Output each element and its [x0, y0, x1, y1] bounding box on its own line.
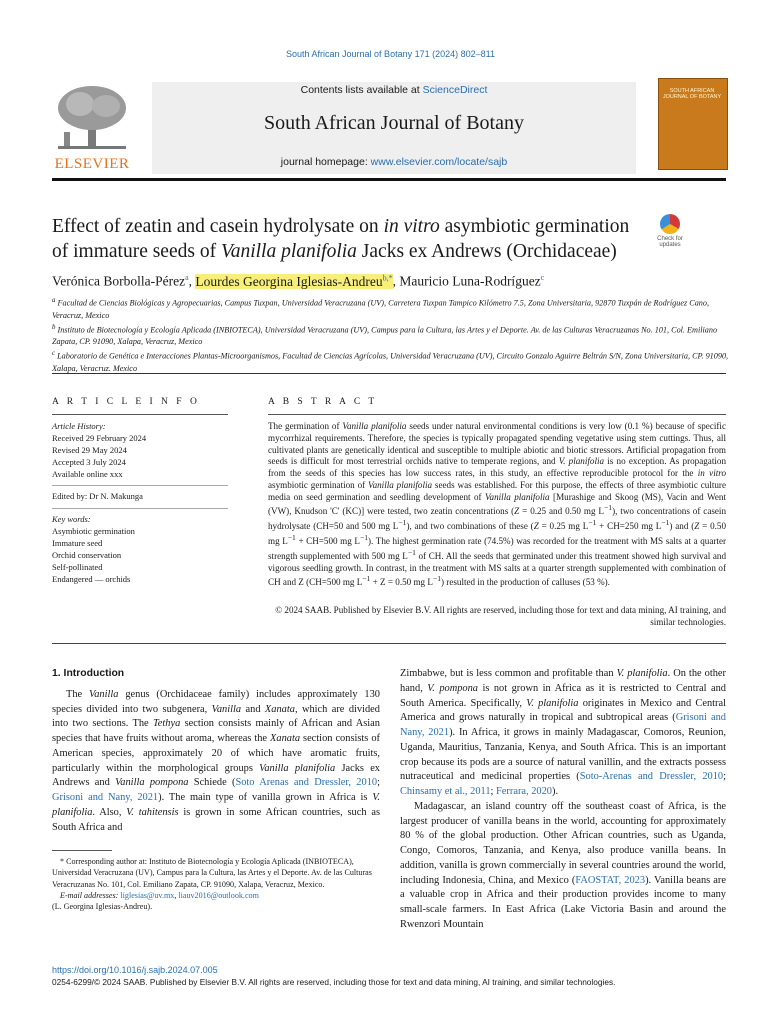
issn-line: 0254-6299/© 2024 SAAB. Published by Elsevier B.V. All rights are reserved, including those for text and data mining, AI training, and similar technologies. — [52, 977, 616, 987]
title-text: Vanilla planifolia — [220, 240, 357, 262]
author-affil-sup[interactable]: c — [540, 273, 545, 282]
history-item: Accepted 3 July 2024 — [52, 456, 126, 467]
section-heading: 1. Introduction — [52, 668, 125, 679]
author-name: Verónica Borbolla-Pérez — [52, 273, 186, 289]
author-list — [52, 273, 732, 290]
author-affil-sup[interactable]: a — [185, 273, 189, 282]
article-info-heading: A R T I C L E I N F O — [52, 397, 200, 407]
affiliation-item — [52, 323, 732, 349]
affiliation-sup: b — [52, 323, 56, 331]
email-link[interactable]: liglesias@uv.mx — [120, 890, 175, 900]
keyword: Orchid conservation — [52, 550, 122, 561]
footnote-rule — [52, 850, 112, 851]
journal-title: South African Journal of Botany — [264, 112, 524, 134]
sciencedirect-link[interactable]: ScienceDirect — [422, 84, 488, 96]
affiliation-text: Facultad de Ciencias Biológicas y Agropecuarias, Campus Tuxpan, Universidad Veracruzana (UV), Carretera Tuxpan Tampico Kilómetro 7.5, Zona Universitaria, 92870 Tuxpán de Rodríguez Cano, Veracruz, Mexico — [52, 298, 710, 320]
homepage-line — [152, 156, 636, 168]
title-text: asymbiotic germination of immature seeds of — [52, 216, 630, 262]
elsevier-wordmark: ELSEVIER — [54, 156, 130, 172]
section-rule — [52, 643, 726, 644]
email-label: E-mail addresses: — [60, 890, 121, 900]
body-column-left — [52, 667, 380, 835]
affiliation-sup: a — [52, 297, 56, 304]
email-owner: (L. Georgina Iglesias-Andreu). — [52, 902, 153, 912]
history-item: Revised 29 May 2024 — [52, 444, 127, 455]
article-info-rule — [52, 414, 228, 415]
header-rule — [52, 178, 726, 181]
corresponding-author-note: * Corresponding author at: Instituto de Biotecnología y Ecología Aplicada (INBIOTECA), Universidad Veracruzana (UV), Campus para la Cultura, las Artes y el Deporte. Av. de las Culturas Veracruzanas No. 101, Col. Emiliano Zapata, CP. 91090, Xalapa, Veracruz, Mexico. — [52, 857, 372, 889]
homepage-link[interactable]: www.elsevier.com/locate/sajb — [370, 156, 508, 168]
contents-line — [152, 84, 636, 96]
keyword: Self-pollinated — [52, 561, 103, 572]
history-label: Article History: — [52, 421, 106, 431]
doi-link[interactable]: https://doi.org/10.1016/j.sajb.2024.07.005 — [52, 965, 218, 975]
crossmark-icon — [660, 214, 680, 234]
author-separator: , — [188, 273, 196, 289]
affiliation-text: Instituto de Biotecnología y Ecología Aplicada (INBIOTECA), Universidad Veracruzana (UV), Campus para la Cultura, las Artes y el Deporte. Av. de las Culturas Veracruzanas No. 101, Col. Emiliano Zapata, CP. 91090, Xalapa, Veracruz, Mexico — [52, 325, 718, 347]
author-affil-sup[interactable]: b,* — [382, 273, 393, 282]
journal-reference[interactable]: South African Journal of Botany 171 (2024) 802–811 — [286, 49, 495, 59]
article-title — [52, 215, 632, 265]
author-name: Mauricio Luna-Rodríguez — [399, 273, 541, 289]
abstract-rule — [268, 414, 726, 415]
contents-prefix: Contents lists available at — [300, 84, 423, 96]
email-link[interactable]: liauv2016@outlook.com — [178, 890, 259, 900]
divider — [52, 508, 228, 509]
journal-cover-title: SOUTH AFRICAN JOURNAL OF BOTANY — [662, 88, 722, 101]
affiliation-item — [52, 349, 732, 375]
title-text: Jacks ex Andrews (Orchidaceae) — [356, 240, 617, 262]
section-rule — [52, 373, 726, 374]
body-paragraph: Madagascar, an island country off the southeast coast of Africa, is the largest producer of vanilla beans in the world, accounting for approximately 80 % of the global production. Other African countries, such as Uganda, Congo, Comoros, Tanzania, and Kenya, also produce vanilla beans. In addition, vanilla is grown commercially in several countries around the world, including Indonesia, China, and Mexico (FAOSTAT, 2023). Vanilla beans are a valuable crop in Africa and their production provides income to many small-scale farmers. In East Africa (Lake Victoria Basin and around the Rwenzori Mountain — [400, 800, 726, 931]
body-paragraph: Zimbabwe, but is less common and profitable than V. planifolia. On the other hand, V. pompona is not grown in Africa as it is restricted to Central and South America. Specifically, V. planifolia originates in Mexico and Central America and grows naturally in tropical and subtropical areas (Grisoni and Nany, 2021). In Africa, it grows in mainly Madagascar, Comoros, Reunion, Uganda, Mauritius, Tanzania, Kenya, and South Africa. This is an important crop because its pods are a source of natural vanillin, and the extracts possess nutraceutical and medicinal properties (Soto-Arenas and Dressler, 2010; Chinsamy et al., 2011; Ferrara, 2020). — [400, 668, 727, 798]
affiliation-item — [52, 296, 732, 322]
author-name: Lourdes Georgina Iglesias-Andreu — [195, 273, 383, 289]
footnote — [52, 856, 380, 913]
history-item: Received 29 February 2024 — [52, 432, 147, 443]
article-info — [52, 421, 228, 586]
abstract-copyright: © 2024 SAAB. Published by Elsevier B.V. All rights are reserved, including those for text and data mining, AI training, and similar technologies. — [275, 605, 726, 627]
abstract-body: The germination of Vanilla planifolia seeds under natural environmental conditions is very low (0.1 %) because of specific mycorrhizal requirements. Therefore, the species is typically propagated spending vegetative using stem cuttings. Thus, all cultivated plants are genetically identical and susceptible to multiple abiotic and biotic stressors. Artificial propagation from seeds is difficult for most terrestrial orchids native to temperate regions, and V. planifolia is no exception. As propagation from the seeds of this species has low success rates, in this study, an effective reproducible protocol for the in vitro asymbiotic germination of Vanilla planifolia seeds was established. For this purpose, the effects of three asymbiotic culture media on seed germination and seedling development of Vanilla planifolia [Murashige and Skoog (MS), Vacin and Went (VW), Knudson 'C' (KC)] were tested, two zeatin concentrations (Z = 0.25 and 0.50 mg $L^{-1}$), two concentrations of casein hydrolysate (CH=50 and 500 mg $L^{-1}$), and two combinations of these (Z = 0.25 mg $L^{-1} + CH=250$ mg $L^{-1}$) and (Z = 0.50 mg $L^{-1} + CH=500$ mg $L^{-1}$). The highest germination rate (74.5%) was recorded for the treatment with MS salts at a quarter strength supplemented with 500 mg $L^{-1}$ of CH. All the seeds that germinated under this treatment showed high survival and vigorous seedling growth. In contrast, in the treatment with MS salts at a quarter strength supplemented with combination of CH and Z (CH=500 mg $L^{-1} + Z = 0.50$ mg $L^{-1}$) resulted in the production of calluses (53 %). — [268, 421, 727, 588]
body-column-right — [400, 667, 726, 933]
keywords-label: Key words: — [52, 514, 91, 525]
body-paragraph: The Vanilla genus (Orchidaceae family) includes approximately 130 species divided into two subgenera, Vanilla and Xanata, which are divided into two sections. The Tethya section consists mainly of African and Asian species that have fruits without aroma, whereas the Xanata section consists of American species, approximately 20 of which have aromatic fruits, particularly within the morphological groups Vanilla planifolia Jacks ex Andrews and Vanilla pompona Schiede (Soto Arenas and Dressler, 2010; Grisoni and Nany, 2021). The main type of vanilla grown in Africa is V. planifolia. Also, V. tahitensis is grown in some African countries, such as South Africa and — [52, 688, 380, 833]
crossmark-badge[interactable] — [650, 214, 690, 264]
keyword: Endangered — orchids — [52, 573, 131, 584]
abstract-heading: A B S T R A C T — [268, 397, 378, 407]
email-line: E-mail addresses: liglesias@uv.mx, liauv2016@outlook.com — [60, 890, 259, 900]
keyword: Immature seed — [52, 538, 103, 549]
edited-by: Edited by: Dr N. Makunga — [52, 491, 143, 502]
history-item: Available online xxx — [52, 468, 123, 479]
affiliation-text: Laboratorio de Genética e Interacciones Plantas-Microorganismos, Facultad de Ciencias Agrícolas, Universidad Veracruzana (UV), Circuito Gonzalo Aguirre Beltrán S/N, Zona Universitaria, CP. 91090, Xalapa, Veracruz. Mexico — [52, 351, 729, 373]
affiliations — [52, 296, 732, 376]
keyword: Asymbiotic germination — [52, 526, 135, 537]
author-separator: , — [392, 273, 400, 289]
affiliation-sup: c — [52, 350, 56, 358]
title-text: in vitro — [383, 216, 440, 237]
title-text: Effect of zeatin and casein hydrolysate on — [52, 216, 384, 237]
divider — [52, 485, 228, 486]
crossmark-label: Check for updates — [657, 236, 683, 249]
homepage-prefix: journal homepage: — [280, 156, 371, 168]
